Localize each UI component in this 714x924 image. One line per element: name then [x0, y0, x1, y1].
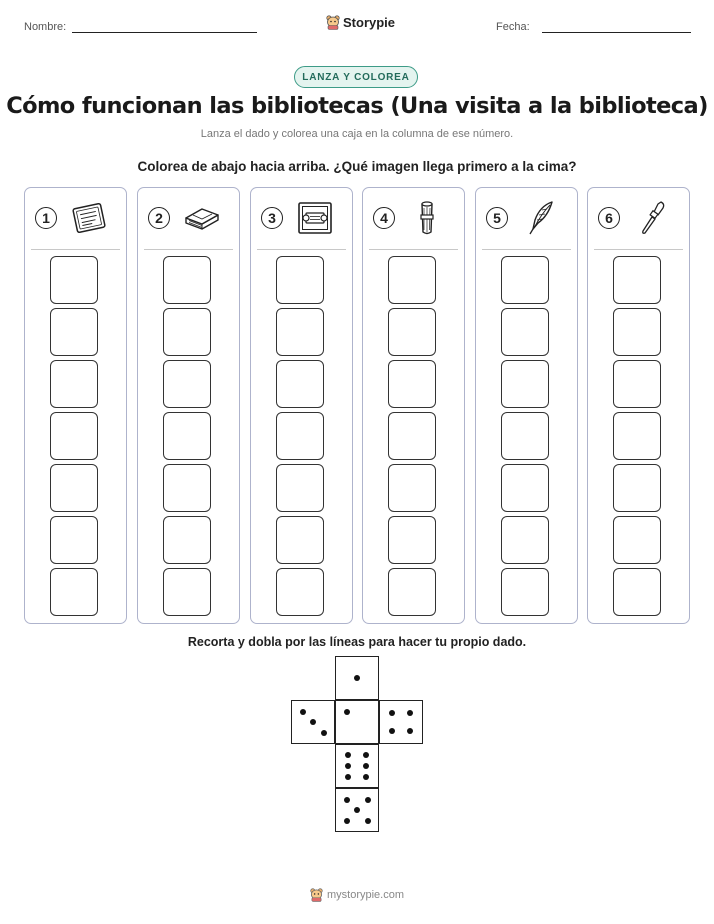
storypie-mascot-icon — [310, 887, 323, 902]
color-box[interactable] — [276, 412, 324, 460]
name-line — [72, 32, 257, 33]
die-pip — [300, 709, 306, 715]
die-pip — [321, 730, 327, 736]
die-pip — [365, 797, 371, 803]
dice-column-5 — [475, 187, 578, 624]
page-subtitle: Lanza el dado y colorea una caja en la columna de ese número. — [200, 128, 514, 140]
die-pip — [354, 807, 360, 813]
column-divider — [369, 249, 458, 250]
color-box[interactable] — [613, 568, 661, 616]
die-pip — [363, 774, 369, 780]
die-instruction: Recorta y dobla por las líneas para hacer tu propio dado. — [187, 635, 527, 649]
color-box[interactable] — [388, 568, 436, 616]
die-pip — [407, 728, 413, 734]
color-box[interactable] — [276, 464, 324, 512]
color-box[interactable] — [613, 412, 661, 460]
dice-column-2 — [137, 187, 240, 624]
footer — [0, 887, 714, 902]
catalog-card-icon — [69, 198, 109, 238]
color-box[interactable] — [388, 464, 436, 512]
name-label: Nombre: — [24, 21, 67, 33]
scroll-frame-icon — [295, 198, 335, 238]
column-divider — [594, 249, 683, 250]
die-face-1 — [335, 656, 379, 700]
die-pip — [363, 752, 369, 758]
color-box[interactable] — [276, 516, 324, 564]
column-divider — [144, 249, 233, 250]
color-box[interactable] — [50, 308, 98, 356]
date-label: Fecha: — [496, 21, 530, 33]
color-box[interactable] — [163, 568, 211, 616]
color-box[interactable] — [276, 308, 324, 356]
color-box[interactable] — [501, 568, 549, 616]
color-box[interactable] — [501, 256, 549, 304]
die-pip — [310, 719, 316, 725]
column-number: 2 — [148, 207, 170, 229]
brand-logo — [326, 14, 395, 30]
footer-url[interactable]: mystorypie.com — [326, 888, 405, 901]
paintbrush-icon — [632, 198, 672, 238]
color-box[interactable] — [388, 360, 436, 408]
color-box[interactable] — [50, 464, 98, 512]
column-number: 6 — [598, 207, 620, 229]
die-pip — [389, 710, 395, 716]
die-pip — [344, 818, 350, 824]
dice-column-3 — [250, 187, 353, 624]
storypie-mascot-icon — [326, 14, 340, 30]
column-number: 4 — [373, 207, 395, 229]
die-pip — [407, 710, 413, 716]
color-box[interactable] — [613, 308, 661, 356]
dice-column-6 — [587, 187, 690, 624]
column-number: 3 — [261, 207, 283, 229]
color-box[interactable] — [388, 308, 436, 356]
die-pip — [389, 728, 395, 734]
color-box[interactable] — [501, 464, 549, 512]
rolled-scroll-icon — [407, 198, 447, 238]
color-box[interactable] — [163, 464, 211, 512]
color-box[interactable] — [276, 360, 324, 408]
die-pip — [363, 763, 369, 769]
color-box[interactable] — [163, 516, 211, 564]
brand-name: Storypie — [343, 14, 396, 30]
color-box[interactable] — [163, 360, 211, 408]
book-stack-icon — [182, 198, 222, 238]
die-pip — [345, 774, 351, 780]
color-box[interactable] — [613, 360, 661, 408]
column-divider — [257, 249, 346, 250]
die-face-3 — [291, 700, 335, 744]
dice-column-4 — [362, 187, 465, 624]
die-pip — [345, 752, 351, 758]
quill-pen-icon — [520, 198, 560, 238]
color-box[interactable] — [388, 256, 436, 304]
color-box[interactable] — [501, 308, 549, 356]
color-box[interactable] — [163, 412, 211, 460]
die-pip — [344, 709, 350, 715]
activity-badge: LANZA Y COLOREA — [294, 66, 418, 88]
die-pip — [344, 797, 350, 803]
die-pip — [365, 818, 371, 824]
color-box[interactable] — [388, 412, 436, 460]
color-box[interactable] — [50, 360, 98, 408]
die-pip — [345, 763, 351, 769]
color-box[interactable] — [276, 256, 324, 304]
color-box[interactable] — [613, 256, 661, 304]
color-box[interactable] — [388, 516, 436, 564]
color-box[interactable] — [276, 568, 324, 616]
color-box[interactable] — [501, 516, 549, 564]
color-box[interactable] — [501, 360, 549, 408]
column-divider — [31, 249, 120, 250]
color-box[interactable] — [50, 568, 98, 616]
column-divider — [482, 249, 571, 250]
color-box[interactable] — [501, 412, 549, 460]
column-number: 1 — [35, 207, 57, 229]
die-face-1 — [335, 700, 379, 744]
color-box[interactable] — [50, 412, 98, 460]
die-face-5 — [335, 788, 379, 832]
die-face-6 — [335, 744, 379, 788]
color-box[interactable] — [50, 256, 98, 304]
color-box[interactable] — [613, 516, 661, 564]
color-box[interactable] — [613, 464, 661, 512]
color-box[interactable] — [163, 256, 211, 304]
die-pip — [354, 675, 360, 681]
coloring-instruction: Colorea de abajo hacia arriba. ¿Qué imagen llega primero a la cima? — [137, 159, 577, 174]
column-number: 5 — [486, 207, 508, 229]
date-line — [542, 32, 691, 33]
color-box[interactable] — [50, 516, 98, 564]
color-box[interactable] — [163, 308, 211, 356]
dice-column-1 — [24, 187, 127, 624]
die-face-4 — [379, 700, 423, 744]
page-title: Cómo funcionan las bibliotecas (Una visita a la biblioteca) — [6, 93, 708, 119]
